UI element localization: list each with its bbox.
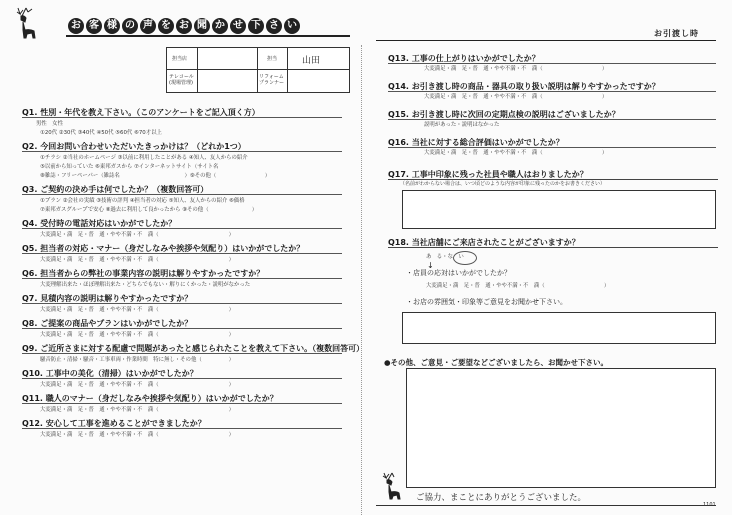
q9-answer-0[interactable]: 騒音防止・清掃・騒音・工事車両・作業時間 特に無し・その他（ ） [40,357,235,363]
q16-underline [388,147,716,148]
q17-text: Q17. 工事中印象に残った社員や職人はおりましたか？ [388,170,588,179]
title-char-12: い [284,18,300,34]
q18-comment-box[interactable] [402,312,716,344]
q14-text: Q14. お引き渡し時の商品・器具の取り扱い説明は解りやすかったですか？ [388,82,660,91]
title-char-1: 客 [86,18,102,34]
q8-text: Q8. ご提案の商品やプランはいかがでしたか？ [22,319,193,328]
q3-answer-0[interactable]: ①プラン ②会社の実績 ③技術の評判 ④担当者の対応 ⑤知人、友人からの紹介 ⑥価格 [40,198,245,204]
title-char-3: の [122,18,138,34]
down-arrow-icon: ↓ [427,261,434,270]
free-comment-label: ●その他、ご意見・ご要望などございましたら、お聞かせ下さい。 [384,358,609,367]
title-char-11: さ [266,18,282,34]
q2-text: Q2. 今回お問い合わせいただいたきっかけは？（どれか1つ） [22,142,246,151]
q10-underline [22,378,342,379]
q3-answer-1[interactable]: ⑦東邦ガスグループで安心 ⑧過去に利用して良かったから ⑨その他（ ） [40,207,258,213]
title-char-2: 様 [104,18,120,34]
q4-answer-0[interactable]: 大変満足・満 足・普 通・やや不満・不 満（ ） [40,232,235,238]
thanks-message: ご協力、まことにありがとうございました。 [416,493,587,503]
column-divider [361,45,362,515]
q16-text: Q16. 当社に対する総合評価はいかがでしたか？ [388,138,564,147]
q11-text: Q11. 職人のマナー（身だしなみや挨拶や気配り）はいかがでしたか？ [22,394,278,403]
q7-text: Q7. 見積内容の説明は解りやすかったですか？ [22,294,193,303]
q7-answer-0[interactable]: 大変満足・満 足・普 通・やや不満・不 満（ ） [40,307,235,313]
q5-answer-0[interactable]: 大変満足・満 足・普 通・やや不満・不 満（ ） [40,257,235,263]
q6-text: Q6. 担当者からの弊社の事業内容の説明は解りやすかったですか？ [22,269,265,278]
q10-text: Q10. 工事中の美化（清掃）はいかがでしたか？ [22,369,198,378]
page-code: 1101 [703,502,716,508]
q9-underline [22,353,342,354]
q13-answer[interactable]: 大変満足・満 足・普 通・やや不満・不 満（ ） [424,66,608,72]
q2-underline [22,151,342,152]
q18-answer[interactable]: あ る・な い [426,254,464,260]
q1-answer-0[interactable]: 男性 女性 [36,121,63,127]
label-name: 担当 [267,56,278,62]
free-comment-box[interactable] [406,368,716,488]
q3-text: Q3. ご契約の決め手は何でしたか？（複数回答可） [22,185,209,194]
q13-underline [388,63,716,64]
q6-answer-0[interactable]: 大変理解出来た・ほぼ理解出来た・どちらでもない・解りにくかった・説明がなかった [40,282,251,288]
q18-underline [388,247,718,248]
q6-underline [22,278,342,279]
q15-answer[interactable]: 説明があった・説明はなかった [424,122,500,128]
q15-text: Q15. お引き渡し時に次回の定期点検の説明はございましたか？ [388,110,620,119]
q18-sub1: ・店員の応対はいかがでしたか？ [406,269,511,277]
q10-answer-0[interactable]: 大変満足・満 足・普 通・やや不満・不 満（ ） [40,382,235,388]
title-char-8: か [212,18,228,34]
title-char-10: 下 [248,18,264,34]
staff-box [166,47,350,93]
q7-underline [22,303,342,304]
q17-underline [388,179,718,180]
survey-title [68,18,328,36]
q12-text: Q12. 安心して工事を進めることができましたか？ [22,419,206,428]
q2-answer-1[interactable]: ⑤以前から知っていた ⑥東邦ガスから ⑦インターネットサイト（サイト名 [40,164,219,170]
q4-text: Q4. 受付時の電話対応はいかがでしたか？ [22,219,177,228]
q1-underline [22,117,342,118]
deer-logo-icon [8,6,44,40]
q12-underline [22,428,342,429]
right-header: お引渡し時 [654,29,699,38]
q18-sub2: ・お店の雰囲気・印象等ご意見をお聞かせ下さい。 [406,298,567,306]
q12-answer-0[interactable]: 大変満足・満 足・普 通・やや不満・不 満（ ） [40,432,235,438]
label-reform: リフォーム プランナー [259,74,285,86]
title-char-6: お [176,18,192,34]
q2-answer-2[interactable]: ⑧雑誌・フリーペーパー（雑誌名 ）⑨その他（ ） [40,173,271,179]
title-underline [66,35,350,37]
q17-comment-box[interactable] [402,190,716,229]
label-tanto: 担当店 [172,56,188,62]
q18-answer-circle [453,251,477,265]
q14-answer[interactable]: 大変満足・満 足・普 通・やや不満・不 満（ ） [424,94,608,100]
right-header-rule [376,40,716,41]
q4-underline [22,228,342,229]
title-char-4: 声 [140,18,156,34]
q8-answer-0[interactable]: 大変満足・満 足・普 通・やや不満・不 満（ ） [40,332,235,338]
q11-answer-0[interactable]: 大変満足・満 足・普 通・やや不満・不 満（ ） [40,407,235,413]
q11-underline [22,403,342,404]
staff-name-field[interactable]: 山田 [302,56,321,66]
bottom-rule [376,505,716,506]
title-char-0: お [68,18,84,34]
q5-underline [22,253,342,254]
label-tele: テレコール(現場管理) [169,74,194,86]
q16-answer[interactable]: 大変満足・満 足・普 通・やや不満・不 満（ ） [424,150,608,156]
title-char-9: せ [230,18,246,34]
title-char-7: 聞 [194,18,210,34]
q1-answer-1[interactable]: ①20代 ②30代 ③40代 ④50代 ⑤60代 ⑥70才以上 [40,130,162,136]
q9-text: Q9. ご近所さまに対する配慮で問題があったと感じられたことを教えて下さい。（複数回答可） [22,344,365,353]
q8-underline [22,328,342,329]
q13-text: Q13. 工事の仕上がりはいかがでしたか？ [388,54,540,63]
q1-text: Q1. 性別・年代を教え下さい。（このアンケートをご記入頂く方） [22,108,260,117]
q3-underline [22,194,342,195]
deer-logo-bottom-icon [378,471,406,501]
q18-text: Q18. 当社店舗にご来店されたことがございますか？ [388,238,580,247]
q14-underline [388,91,716,92]
q5-text: Q5. 担当者の対応・マナー（身だしなみや挨拶や気配り）はいかがでしたか？ [22,244,305,253]
q18-sub1-answer[interactable]: 大変満足・満 足・普 通・やや不満・不 満（ ） [426,283,610,289]
title-char-5: を [158,18,174,34]
q2-answer-0[interactable]: ①チラシ ②当社のホームページ ③以前に利用したことがある ④知人、友人からの紹介 [40,155,248,161]
q17-note: （名前がわからない場合は、いつ頃どのような内容が印象に残ったのかをお書きください） [400,181,606,187]
q15-underline [388,119,716,120]
